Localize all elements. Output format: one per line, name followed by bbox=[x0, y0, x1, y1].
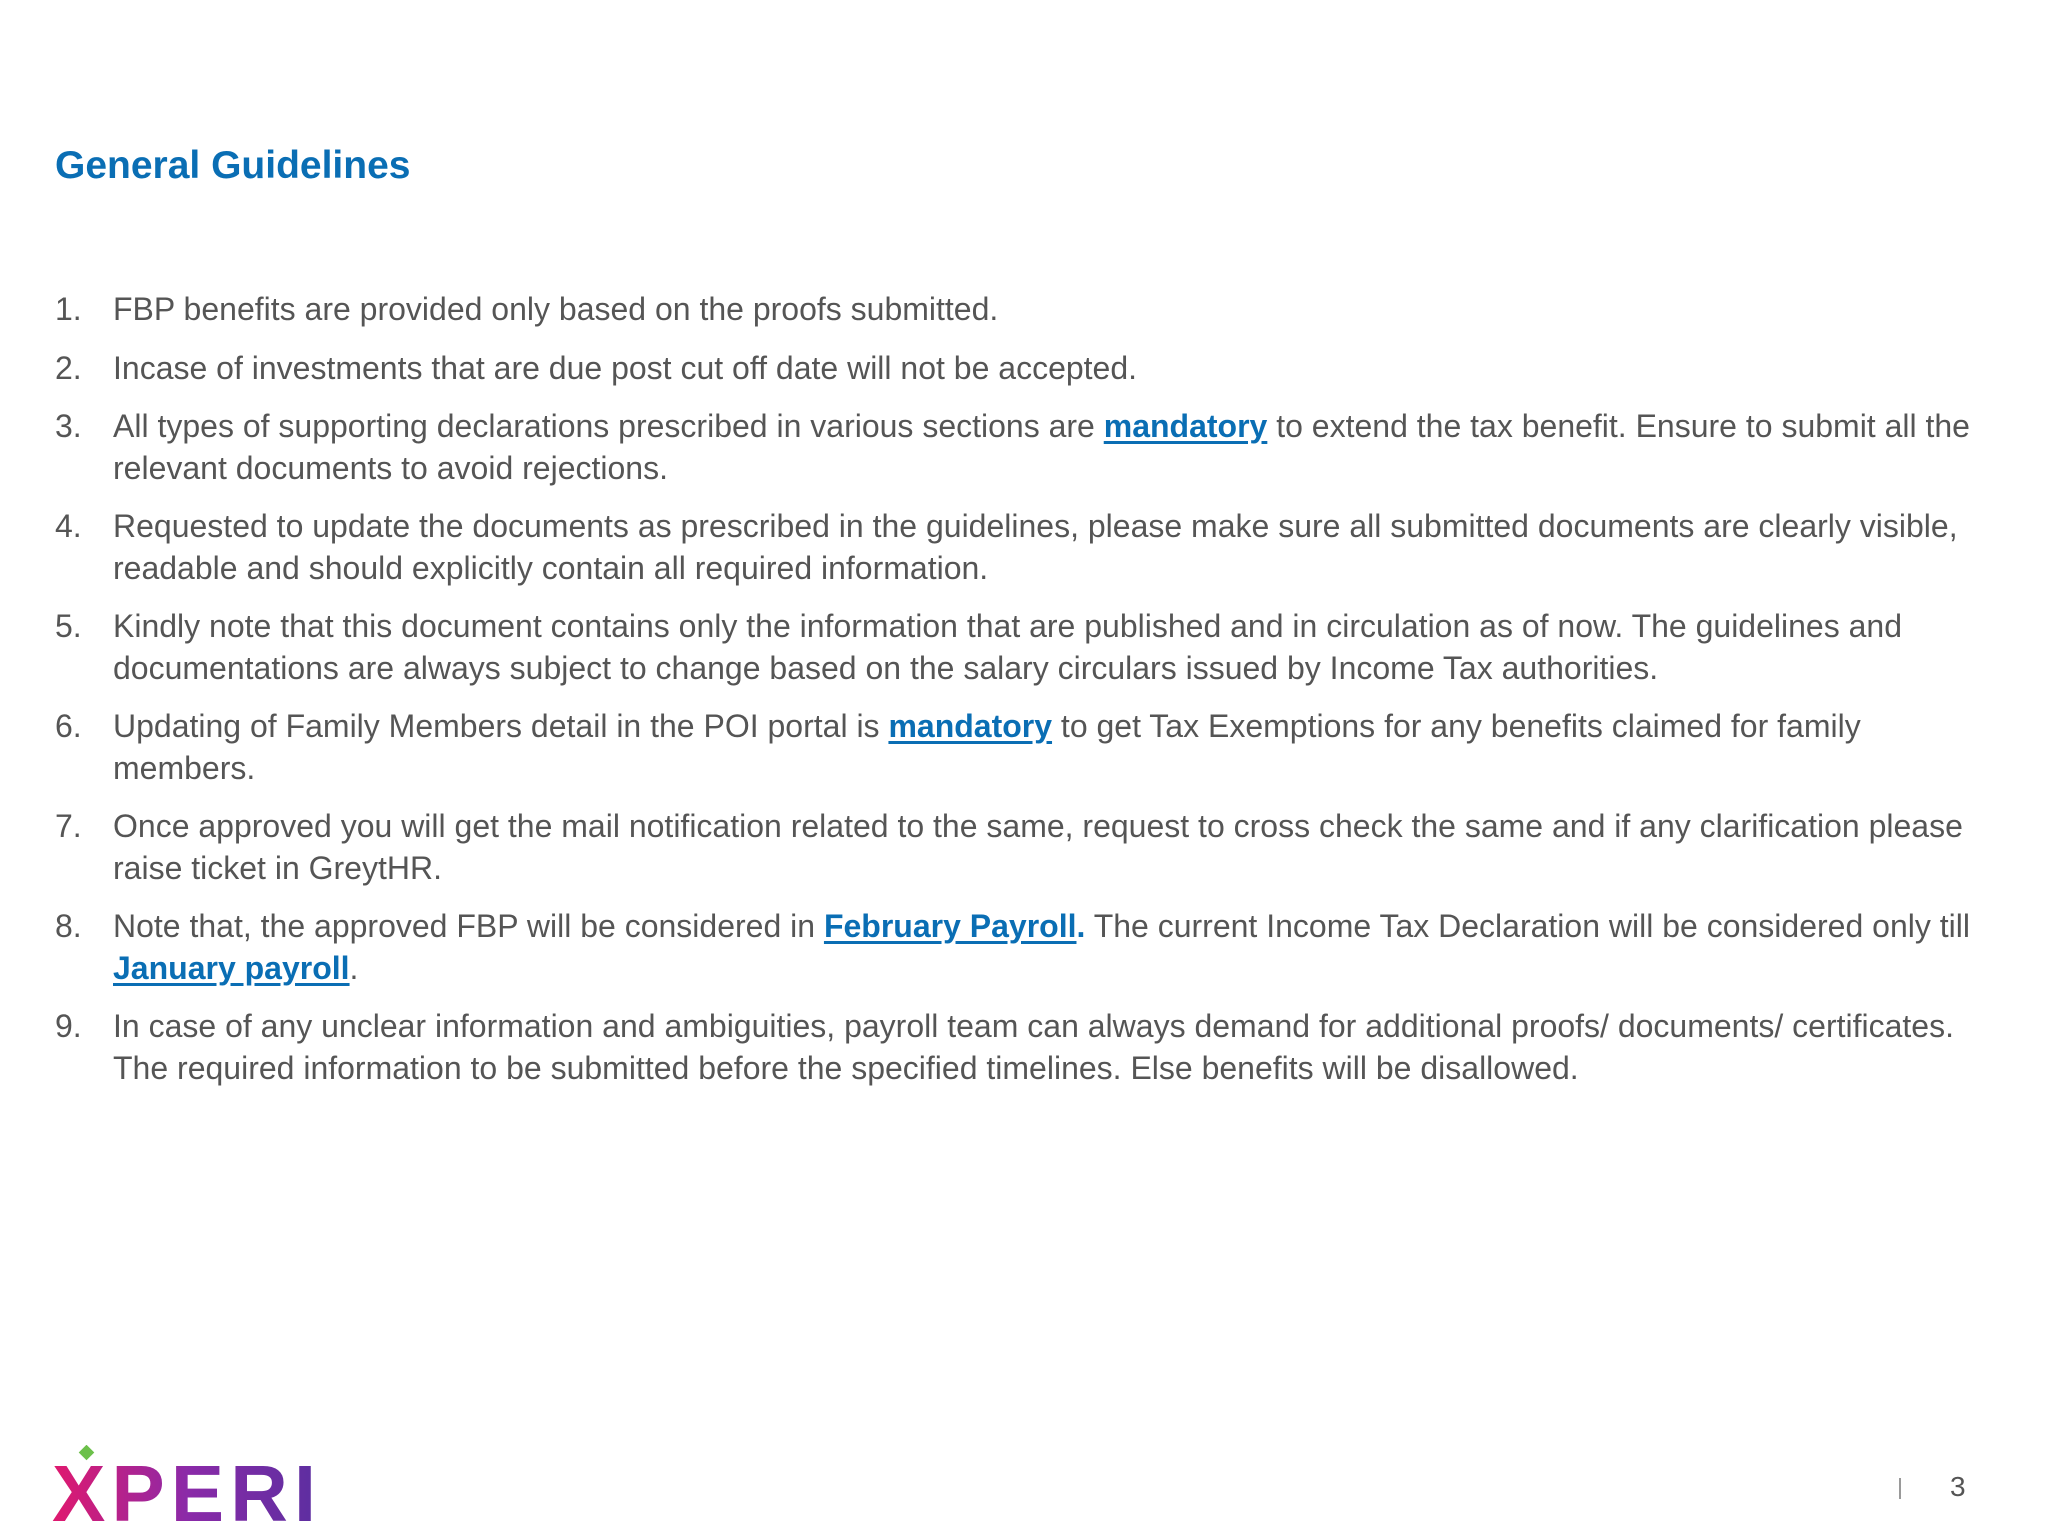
guideline-text bbox=[113, 348, 2005, 390]
guideline-text bbox=[113, 906, 2005, 989]
january-payroll-link[interactable]: January payroll bbox=[113, 949, 350, 986]
guideline-item-1 bbox=[55, 289, 2005, 331]
text-run: to extend the tax benefit. Ensure to submit all the relevant documents to avoid rejections. bbox=[113, 408, 1970, 486]
guideline-text bbox=[113, 406, 2005, 489]
xperi-logo-icon bbox=[52, 1445, 412, 1525]
guideline-number: 3. bbox=[55, 408, 82, 444]
text-run: . bbox=[349, 949, 359, 986]
guideline-number: 6. bbox=[55, 708, 82, 744]
february-payroll-link[interactable]: February Payroll bbox=[823, 908, 1077, 944]
guideline-item-8 bbox=[55, 906, 2005, 989]
guideline-number: 5. bbox=[55, 608, 82, 644]
text-run: Once approved you will get the mail notification related to the same, request to cross check the same and if any clarification please raise ticket in GreytHR. bbox=[113, 808, 1963, 886]
guideline-item-9 bbox=[55, 1006, 2005, 1089]
guideline-text bbox=[113, 606, 2005, 689]
logo-wordmark: XPERI bbox=[52, 1449, 323, 1525]
guideline-number: 9. bbox=[55, 1008, 82, 1044]
mandatory-link[interactable]: mandatory bbox=[888, 708, 1053, 744]
guideline-number: 1. bbox=[55, 291, 82, 327]
text-run: FBP benefits are provided only based on the proofs submitted. bbox=[113, 291, 999, 327]
text-run: to get Tax Exemptions for any benefits claimed for family members. bbox=[113, 708, 1861, 786]
text-run: All types of supporting declarations prescribed in various sections are bbox=[113, 408, 1104, 444]
guideline-item-6 bbox=[55, 706, 2005, 789]
page-number: 3 bbox=[1950, 1471, 1966, 1502]
xperi-logo bbox=[52, 1445, 412, 1525]
guideline-number: 8. bbox=[55, 908, 82, 944]
guideline-text bbox=[113, 289, 2005, 331]
guideline-text bbox=[113, 806, 2005, 889]
text-run: Kindly note that this document contains only the information that are published and in circulation as of now. The guidelines and documentations are always subject to change based on the salary circulars issued by Income Tax authorities. bbox=[113, 608, 1902, 686]
text-run: . bbox=[1076, 908, 1086, 944]
text-run: Note that, the approved FBP will be considered in bbox=[113, 908, 824, 944]
text-run: Incase of investments that are due post cut off date will not be accepted. bbox=[113, 349, 1138, 386]
guidelines-list bbox=[55, 289, 2005, 1106]
guideline-number: 7. bbox=[55, 808, 82, 844]
text-run: Requested to update the documents as prescribed in the guidelines, please make sure all submitted documents are clearly visible, readable and should explicitly contain all required information. bbox=[113, 508, 1958, 586]
guideline-text bbox=[113, 706, 2005, 789]
text-run: The current Income Tax Declaration will be considered only till bbox=[1085, 908, 1970, 944]
guideline-item-7 bbox=[55, 806, 2005, 889]
guideline-number: 4. bbox=[55, 508, 82, 544]
mandatory-link[interactable]: mandatory bbox=[1103, 408, 1268, 444]
page-title: General Guidelines bbox=[55, 144, 411, 187]
guideline-text bbox=[113, 506, 2005, 589]
guideline-item-4 bbox=[55, 506, 2005, 589]
guideline-text bbox=[113, 1006, 2005, 1089]
guideline-number: 2. bbox=[55, 349, 82, 386]
guideline-item-5 bbox=[55, 606, 2005, 689]
text-run: Updating of Family Members detail in the POI portal is bbox=[113, 708, 889, 744]
guideline-item-3 bbox=[55, 406, 2005, 489]
guideline-item-2 bbox=[55, 348, 2005, 390]
text-run: In case of any unclear information and ambiguities, payroll team can always demand for additional proofs/ documents/ certificates. The required information to be submitted before the specified timelines. Else benefits will be disallowed. bbox=[113, 1008, 1954, 1086]
footer-divider bbox=[1899, 1478, 1901, 1499]
